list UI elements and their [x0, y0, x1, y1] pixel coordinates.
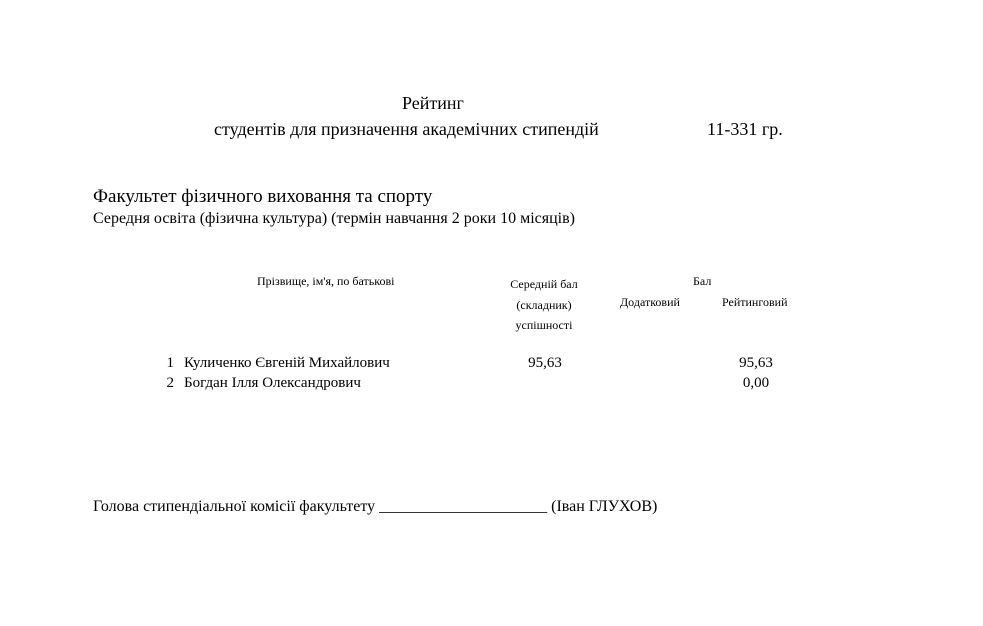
header-bal: Бал	[693, 274, 712, 288]
header-rating: Рейтинговий	[722, 295, 788, 309]
document-title: Рейтинг	[402, 93, 464, 113]
header-average-line: успішності	[515, 318, 573, 332]
header-average	[500, 274, 588, 336]
header-name: Прізвище, ім'я, по батькові	[257, 274, 395, 288]
program-name: Середня освіта (фізична культура) (термін навчання 2 роки 10 місяців)	[93, 210, 575, 227]
header-extra: Додатковий	[620, 295, 680, 309]
header-average-line: Середній бал	[510, 277, 578, 291]
row-number: 1	[166, 355, 174, 371]
document-subtitle: студентів для призначення академічних стипендій	[214, 119, 599, 139]
average-score: 95,63	[528, 355, 562, 371]
group-label: 11-331 гр.	[707, 119, 783, 139]
rating-score: 0,00	[742, 375, 770, 391]
header-average-line: (складник)	[516, 297, 572, 312]
faculty-name: Факультет фізичного виховання та спорту	[93, 186, 433, 207]
student-name: Куличенко Євгеній Михайлович	[184, 355, 390, 371]
signature-line: Голова стипендіальної комісії факультету _____________________ (Іван ГЛУХОВ)	[93, 498, 658, 515]
student-name: Богдан Ілля Олександрович	[184, 375, 361, 391]
row-number: 2	[166, 375, 174, 391]
rating-score: 95,63	[739, 355, 773, 371]
